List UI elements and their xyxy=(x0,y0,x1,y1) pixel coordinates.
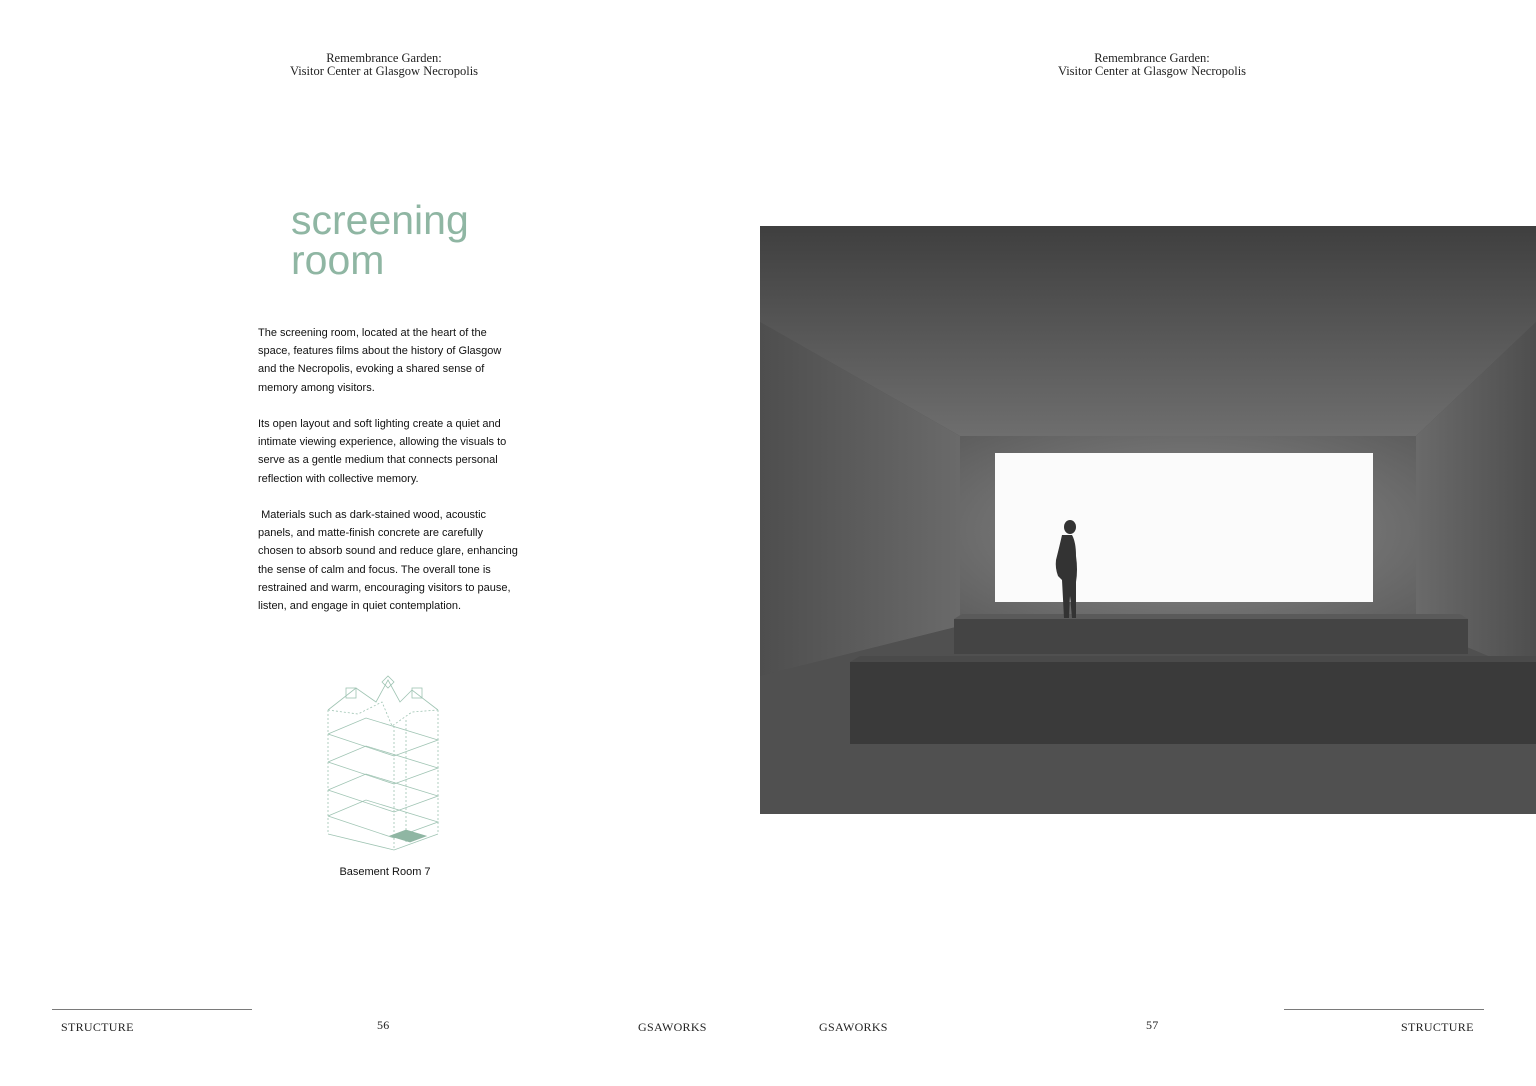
building-axonometric-diagram xyxy=(318,674,448,856)
footer-publisher-left: GSAWORKS xyxy=(638,1020,707,1034)
running-head-left xyxy=(234,52,534,78)
running-head-line1: Remembrance Garden: xyxy=(326,51,442,65)
footer-section-right: STRUCTURE xyxy=(1401,1020,1474,1034)
paragraph-1: The screening room, located at the heart of the space, features films about the history of Glasgow and the Necropolis, evoking a shared sense of memory among visitors. xyxy=(258,327,502,394)
section-title-line1: screening xyxy=(291,197,469,243)
running-head-right xyxy=(1002,52,1302,78)
paragraph-2: Its open layout and soft lighting create a quiet and intimate viewing experience, allowing the visuals to serve as a gentle medium that connects personal reflection with collective memory. xyxy=(258,418,507,485)
running-head-line2: Visitor Center at Glasgow Necropolis xyxy=(289,64,479,78)
page-number-left: 56 xyxy=(377,1018,390,1032)
footer-rule-left xyxy=(52,1009,252,1010)
running-head-line2: Visitor Center at Glasgow Necropolis xyxy=(1057,64,1247,78)
section-title-line2: room xyxy=(291,237,385,283)
footer-publisher-right: GSAWORKS xyxy=(819,1020,888,1034)
footer-rule-right xyxy=(1284,1009,1484,1010)
running-head-line1: Remembrance Garden: xyxy=(1094,51,1210,65)
page-number-right: 57 xyxy=(1146,1018,1159,1032)
screening-room-render xyxy=(760,226,1536,814)
footer-section-left: STRUCTURE xyxy=(61,1020,134,1034)
diagram-caption: Basement Room 7 xyxy=(339,866,431,878)
paragraph-3: Materials such as dark-stained wood, acoustic panels, and matte-finish concrete are carefully chosen to absorb sound and reduce glare, enhancing the sense of calm and focus. The overall tone is restrained and warm, encouraging visitors to pause, listen, and engage in quiet contemplation. xyxy=(258,509,521,613)
section-title xyxy=(291,197,469,283)
body-text xyxy=(258,324,520,633)
